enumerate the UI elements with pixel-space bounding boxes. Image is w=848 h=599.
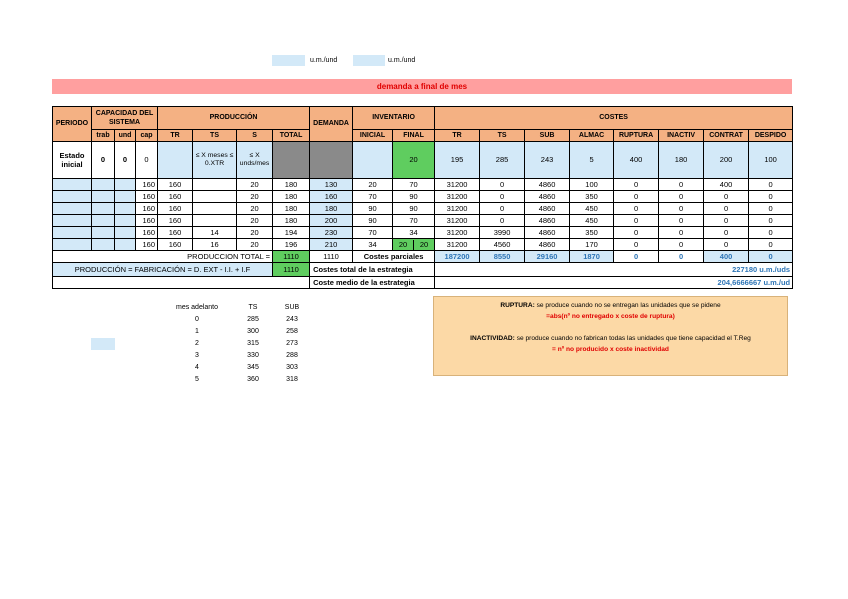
estado-inicial-trab: 0 <box>92 142 115 179</box>
row-cost-ruptura: 0 <box>614 191 659 203</box>
row-inv-final: 70 <box>393 215 435 227</box>
row-prod-s: 20 <box>237 227 273 239</box>
header-prod-tr: TR <box>158 130 193 142</box>
row-cap: 160 <box>136 191 158 203</box>
row-cost-almac: 450 <box>570 215 614 227</box>
inactividad-title: INACTIVIDAD: <box>470 335 515 342</box>
planning-table <box>52 106 793 289</box>
row-cost-inactiv: 0 <box>659 227 704 239</box>
row-prod-tr: 160 <box>158 227 193 239</box>
coste-total-value: 227180 <box>732 264 758 274</box>
coste-total-row <box>53 263 793 277</box>
costes-parciales-tr: 187200 <box>435 251 480 263</box>
row-prod-ts: 14 <box>193 227 237 239</box>
row-inv-final: 70 <box>393 179 435 191</box>
row-cost-ruptura: 0 <box>614 203 659 215</box>
ruptura-title: RUPTURA: <box>500 302 535 309</box>
row-cost-ts: 0 <box>480 179 525 191</box>
mini-ts: 330 <box>247 352 259 359</box>
mini-row <box>168 374 304 386</box>
row-cost-sub: 4860 <box>525 179 570 191</box>
row-cost-ruptura: 0 <box>614 227 659 239</box>
mini-header-sub: SUB <box>284 304 300 311</box>
row-cost-inactiv: 0 <box>659 179 704 191</box>
table-row <box>53 227 793 239</box>
row-inv-inicial: 20 <box>353 179 393 191</box>
mini-sub: 243 <box>286 316 298 323</box>
costes-parciales-ts: 8550 <box>480 251 525 263</box>
row-cost-ts: 4560 <box>480 239 525 251</box>
row-und <box>115 191 136 203</box>
estado-inicial-label: Estado inicial <box>53 142 92 179</box>
row-cost-contrat: 0 <box>704 239 749 251</box>
row-prod-s: 20 <box>237 239 273 251</box>
unit-input-box-1 <box>272 55 305 66</box>
row-inv-final: 90 <box>393 203 435 215</box>
row-cost-sub: 4860 <box>525 239 570 251</box>
row-cap: 160 <box>136 203 158 215</box>
row-trab <box>92 179 115 191</box>
mini-row <box>168 350 304 362</box>
row-und <box>115 227 136 239</box>
header-inicial: INICIAL <box>353 130 393 142</box>
row-prod-s: 20 <box>237 203 273 215</box>
coste-medio-value: 204,6666667 <box>717 277 762 287</box>
header-final: FINAL <box>393 130 435 142</box>
demand-banner: demanda a final de mes <box>52 79 792 94</box>
row-und <box>115 239 136 251</box>
row-cost-despido: 0 <box>749 179 793 191</box>
row-cost-sub: 4860 <box>525 203 570 215</box>
empty-cell <box>53 277 310 289</box>
row-cost-sub: 4860 <box>525 215 570 227</box>
estado-inicial-cost-ts: 285 <box>480 142 525 179</box>
row-cost-inactiv: 0 <box>659 191 704 203</box>
estado-inicial-inv-inicial <box>353 142 393 179</box>
coste-total-unit: u.m./uds <box>759 264 791 274</box>
estado-inicial-cost-contrat: 200 <box>704 142 749 179</box>
estado-inicial-cap: 0 <box>136 142 158 179</box>
ruptura-formula: =abs(nº no entregado x coste de ruptura) <box>546 313 675 320</box>
row-cost-ts: 0 <box>480 191 525 203</box>
mini-header-mes: mes adelanto <box>175 304 219 311</box>
row-prod-tr: 160 <box>158 191 193 203</box>
row-periodo <box>53 239 92 251</box>
mini-sub: 258 <box>286 328 298 335</box>
table-row <box>53 239 793 251</box>
inactividad-note <box>434 334 787 343</box>
mini-row <box>168 338 304 350</box>
row-cost-almac: 350 <box>570 227 614 239</box>
coste-total-label: Costes total de la estrategia <box>310 263 435 277</box>
row-cost-tr: 31200 <box>435 227 480 239</box>
produccion-total-value: 1110 <box>273 251 310 263</box>
header-capacidad: CAPACIDAD DEL SISTEMA <box>92 107 158 130</box>
mini-header-row <box>168 302 304 314</box>
row-cost-tr: 31200 <box>435 191 480 203</box>
row-demanda: 230 <box>310 227 353 239</box>
row-periodo <box>53 179 92 191</box>
row-periodo <box>53 203 92 215</box>
row-cost-almac: 170 <box>570 239 614 251</box>
estado-inicial-prod-total <box>273 142 310 179</box>
row-cost-despido: 0 <box>749 215 793 227</box>
mini-mes: 0 <box>195 316 199 323</box>
row-cost-contrat: 0 <box>704 227 749 239</box>
mini-mes: 5 <box>195 376 199 383</box>
mini-mes: 4 <box>195 364 199 371</box>
header-periodo: PERIODO <box>53 107 92 142</box>
header-und: und <box>115 130 136 142</box>
row-prod-s: 20 <box>237 179 273 191</box>
coste-medio-label: Coste medio de la estrategia <box>310 277 435 289</box>
coste-medio-unit: u.m./ud <box>763 277 791 287</box>
unit-label-2: u.m./und <box>388 57 416 64</box>
estado-inicial-und: 0 <box>115 142 136 179</box>
demanda-total-value: 1110 <box>310 251 353 263</box>
row-prod-tr: 160 <box>158 239 193 251</box>
header-prod-ts: TS <box>193 130 237 142</box>
row-prod-total: 180 <box>273 215 310 227</box>
header-trab: trab <box>92 130 115 142</box>
header-cost-ts: TS <box>480 130 525 142</box>
row-cost-tr: 31200 <box>435 203 480 215</box>
ts-hint: ≤ X meses ≤ 0.XTR <box>195 152 234 167</box>
row-cost-contrat: 0 <box>704 215 749 227</box>
row-cost-tr: 31200 <box>435 239 480 251</box>
row-inv-inicial: 70 <box>353 191 393 203</box>
row-cost-ts: 0 <box>480 203 525 215</box>
mes-adelanto-table <box>168 302 304 386</box>
produccion-formula: PRODUCCIÓN = FABRICACIÓN = D. EXT - I.I. + I.F <box>53 263 273 277</box>
row-prod-ts <box>193 215 237 227</box>
header-prod-s: S <box>237 130 273 142</box>
row-cost-ruptura: 0 <box>614 239 659 251</box>
header-cost-inactiv: INACTIV <box>659 130 704 142</box>
mini-ts: 300 <box>247 328 259 335</box>
ruptura-text: se produce cuando no se entregan las unidades que se pidene <box>534 302 721 309</box>
row-inv-inicial: 70 <box>353 227 393 239</box>
row-cost-tr: 31200 <box>435 215 480 227</box>
estado-inicial-cost-despido: 100 <box>749 142 793 179</box>
estado-inicial-row <box>53 142 793 179</box>
coste-medio-cell <box>435 277 793 289</box>
row-und <box>115 203 136 215</box>
mini-ts: 285 <box>247 316 259 323</box>
costes-parciales-label: Costes parciales <box>353 251 435 263</box>
costes-parciales-almac: 1870 <box>570 251 614 263</box>
row-prod-tr: 160 <box>158 179 193 191</box>
mini-sub: 273 <box>286 340 298 347</box>
estado-inicial-prod-ts <box>193 142 237 179</box>
final-extra-value: 20 <box>413 240 434 250</box>
header-prod-total: TOTAL <box>273 130 310 142</box>
mini-ts: 315 <box>247 340 259 347</box>
header-cost-sub: SUB <box>525 130 570 142</box>
header-cost-tr: TR <box>435 130 480 142</box>
estado-inicial-cost-almac: 5 <box>570 142 614 179</box>
mini-row <box>168 362 304 374</box>
header-inventario: INVENTARIO <box>353 107 435 130</box>
row-cost-inactiv: 0 <box>659 239 704 251</box>
row-inv-final <box>393 239 435 251</box>
header-demanda: DEMANDA <box>310 107 353 142</box>
costes-parciales-ruptura: 0 <box>614 251 659 263</box>
row-prod-total: 180 <box>273 203 310 215</box>
row-trab <box>92 215 115 227</box>
row-cost-contrat: 0 <box>704 191 749 203</box>
coste-total-cell <box>435 263 793 277</box>
ruptura-note <box>434 301 787 310</box>
mini-mes: 2 <box>195 340 199 347</box>
row-demanda: 210 <box>310 239 353 251</box>
costes-parciales-inactiv: 0 <box>659 251 704 263</box>
row-inv-inicial: 90 <box>353 203 393 215</box>
mini-ts: 360 <box>247 376 259 383</box>
row-periodo <box>53 215 92 227</box>
row-prod-tr: 160 <box>158 215 193 227</box>
mini-sub: 303 <box>286 364 298 371</box>
row-cost-sub: 4860 <box>525 227 570 239</box>
table-row <box>53 215 793 227</box>
row-trab <box>92 203 115 215</box>
row-inv-inicial: 90 <box>353 215 393 227</box>
estado-inicial-cost-sub: 243 <box>525 142 570 179</box>
notes-box <box>433 296 788 376</box>
row-prod-s: 20 <box>237 215 273 227</box>
table-row <box>53 191 793 203</box>
row-trab <box>92 239 115 251</box>
input-cell-small <box>91 338 115 350</box>
mini-ts: 345 <box>247 364 259 371</box>
row-demanda: 160 <box>310 191 353 203</box>
row-cost-despido: 0 <box>749 203 793 215</box>
row-cap: 160 <box>136 215 158 227</box>
row-demanda: 200 <box>310 215 353 227</box>
mini-sub: 318 <box>286 376 298 383</box>
unit-label-1: u.m./und <box>310 57 338 64</box>
inactividad-text: se produce cuando no fabrican todas las unidades que tiene capacidad el T.Reg <box>514 335 751 342</box>
produccion-total-label: PRODUCCION TOTAL = <box>53 251 273 263</box>
estado-inicial-demanda <box>310 142 353 179</box>
estado-inicial-prod-s <box>237 142 273 179</box>
row-cost-almac: 100 <box>570 179 614 191</box>
row-prod-total: 180 <box>273 191 310 203</box>
row-cost-tr: 31200 <box>435 179 480 191</box>
row-periodo <box>53 227 92 239</box>
header-cost-despido: DESPIDO <box>749 130 793 142</box>
header-costes: COSTES <box>435 107 793 130</box>
row-inv-inicial: 34 <box>353 239 393 251</box>
row-cap: 160 <box>136 227 158 239</box>
row-prod-s: 20 <box>237 191 273 203</box>
unit-input-box-2 <box>353 55 385 66</box>
estado-inicial-cost-tr: 195 <box>435 142 480 179</box>
final-value: 20 <box>398 239 408 249</box>
table-row <box>53 203 793 215</box>
row-cost-almac: 450 <box>570 203 614 215</box>
row-inv-final: 34 <box>393 227 435 239</box>
row-cost-inactiv: 0 <box>659 203 704 215</box>
row-trab <box>92 191 115 203</box>
header-cost-almac: ALMAC <box>570 130 614 142</box>
row-prod-ts <box>193 203 237 215</box>
s-hint: ≤ X unds/mes <box>239 152 270 167</box>
mini-mes: 3 <box>195 352 199 359</box>
row-cost-ts: 3990 <box>480 227 525 239</box>
row-cost-despido: 0 <box>749 239 793 251</box>
estado-inicial-inv-final: 20 <box>393 142 435 179</box>
header-cap: cap <box>136 130 158 142</box>
header-cost-ruptura: RUPTURA <box>614 130 659 142</box>
row-demanda: 130 <box>310 179 353 191</box>
mini-header-ts: TS <box>248 304 258 311</box>
inactividad-formula: = nº no producido x coste inactividad <box>552 346 669 353</box>
costes-parciales-contrat: 400 <box>704 251 749 263</box>
mini-row <box>168 326 304 338</box>
coste-medio-row <box>53 277 793 289</box>
row-cost-almac: 350 <box>570 191 614 203</box>
mini-row <box>168 314 304 326</box>
estado-inicial-prod-tr <box>158 142 193 179</box>
produccion-formula-value: 1110 <box>273 263 310 277</box>
costes-parciales-despido: 0 <box>749 251 793 263</box>
row-und <box>115 179 136 191</box>
row-cost-ruptura: 0 <box>614 179 659 191</box>
header-cost-contrat: CONTRAT <box>704 130 749 142</box>
row-inv-final: 90 <box>393 191 435 203</box>
row-cost-inactiv: 0 <box>659 215 704 227</box>
header-produccion: PRODUCCIÓN <box>158 107 310 130</box>
row-cost-contrat: 400 <box>704 179 749 191</box>
row-demanda: 180 <box>310 203 353 215</box>
table-row <box>53 179 793 191</box>
produccion-total-row <box>53 251 793 263</box>
row-cost-despido: 0 <box>749 227 793 239</box>
row-prod-total: 180 <box>273 179 310 191</box>
estado-inicial-cost-inactiv: 180 <box>659 142 704 179</box>
row-prod-total: 194 <box>273 227 310 239</box>
mini-mes: 1 <box>195 328 199 335</box>
row-prod-tr: 160 <box>158 203 193 215</box>
row-und <box>115 215 136 227</box>
row-cap: 160 <box>136 239 158 251</box>
row-prod-ts <box>193 191 237 203</box>
row-trab <box>92 227 115 239</box>
row-cost-sub: 4860 <box>525 191 570 203</box>
row-prod-total: 196 <box>273 239 310 251</box>
row-cost-ruptura: 0 <box>614 215 659 227</box>
mini-sub: 288 <box>286 352 298 359</box>
row-cap: 160 <box>136 179 158 191</box>
row-prod-ts: 16 <box>193 239 237 251</box>
row-cost-contrat: 0 <box>704 203 749 215</box>
row-prod-ts <box>193 179 237 191</box>
costes-parciales-sub: 29160 <box>525 251 570 263</box>
row-periodo <box>53 191 92 203</box>
estado-inicial-cost-ruptura: 400 <box>614 142 659 179</box>
row-cost-despido: 0 <box>749 191 793 203</box>
row-cost-ts: 0 <box>480 215 525 227</box>
